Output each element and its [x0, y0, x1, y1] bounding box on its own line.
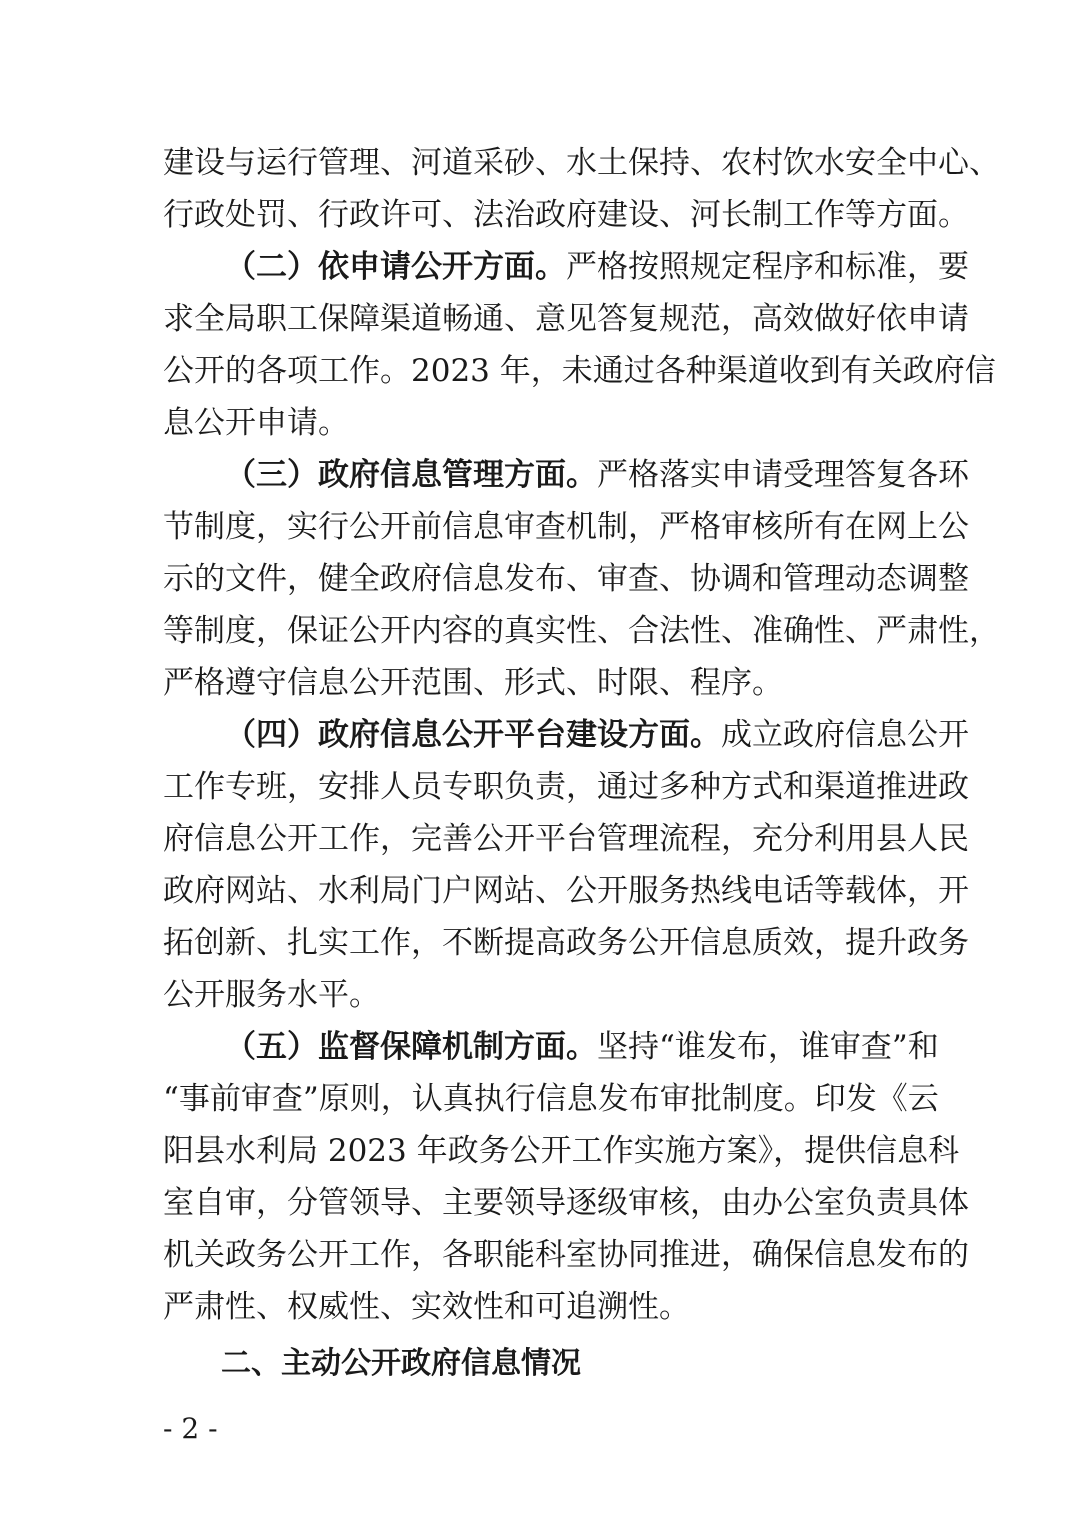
text-line: 求全局职工保障渠道畅通、意见答复规范，高效做好依申请 [163, 301, 969, 337]
text-line: 严肃性、权威性、实效性和可追溯性。 [163, 1289, 690, 1325]
section-heading: 二、主动公开政府信息情况 [221, 1346, 581, 1381]
text-line: 室自审，分管领导、主要领导逐级审核，由办公室负责具体 [163, 1185, 969, 1221]
text-line: 拓创新、扎实工作，不断提高政务公开信息质效，提升政务 [163, 925, 969, 961]
paragraph-lead: （二）依申请公开方面。 [225, 249, 566, 285]
paragraph-lead: （四）政府信息公开平台建设方面。 [225, 717, 721, 753]
text-line: 严格遵守信息公开范围、形式、时限、程序。 [163, 665, 783, 701]
paragraph-lead: （五）监督保障机制方面。 [225, 1029, 597, 1065]
text-line: 阳县水利局 2023 年政务公开工作实施方案》，提供信息科 [163, 1133, 960, 1169]
text-line: 示的文件，健全政府信息发布、审查、协调和管理动态调整 [163, 561, 969, 597]
text-line: 机关政务公开工作，各职能科室协同推进，确保信息发布的 [163, 1237, 969, 1273]
text-line: “事前审查”原则，认真执行信息发布审批制度。印发《云 [163, 1081, 939, 1117]
paragraph-first-line [225, 715, 969, 755]
paragraph-text: 坚持“谁发布，谁审查”和 [597, 1029, 939, 1065]
text-line: 等制度，保证公开内容的真实性、合法性、准确性、严肃性， [163, 613, 1000, 649]
paragraph-first-line [225, 455, 969, 495]
text-line: 建设与运行管理、河道采砂、水土保持、农村饮水安全中心、 [163, 145, 1000, 181]
paragraph-first-line [225, 1027, 939, 1067]
paragraph-text: 成立政府信息公开 [721, 717, 969, 753]
paragraph-text: 严格按照规定程序和标准，要 [566, 249, 969, 285]
text-line: 工作专班，安排人员专职负责，通过多种方式和渠道推进政 [163, 769, 969, 805]
text-line: 政府网站、水利局门户网站、公开服务热线电话等载体，开 [163, 873, 969, 909]
paragraph-lead: （三）政府信息管理方面。 [225, 457, 597, 493]
page-number: - 2 - [163, 1412, 218, 1445]
paragraph-first-line [225, 247, 969, 287]
text-line: 公开的各项工作。2023 年，未通过各种渠道收到有关政府信 [163, 353, 996, 389]
text-line: 息公开申请。 [163, 405, 349, 441]
text-line: 府信息公开工作，完善公开平台管理流程，充分利用县人民 [163, 821, 969, 857]
paragraph-text: 严格落实申请受理答复各环 [597, 457, 969, 493]
text-line: 节制度，实行公开前信息审查机制，严格审核所有在网上公 [163, 509, 969, 545]
text-line: 公开服务水平。 [163, 977, 380, 1013]
text-line: 行政处罚、行政许可、法治政府建设、河长制工作等方面。 [163, 197, 969, 233]
